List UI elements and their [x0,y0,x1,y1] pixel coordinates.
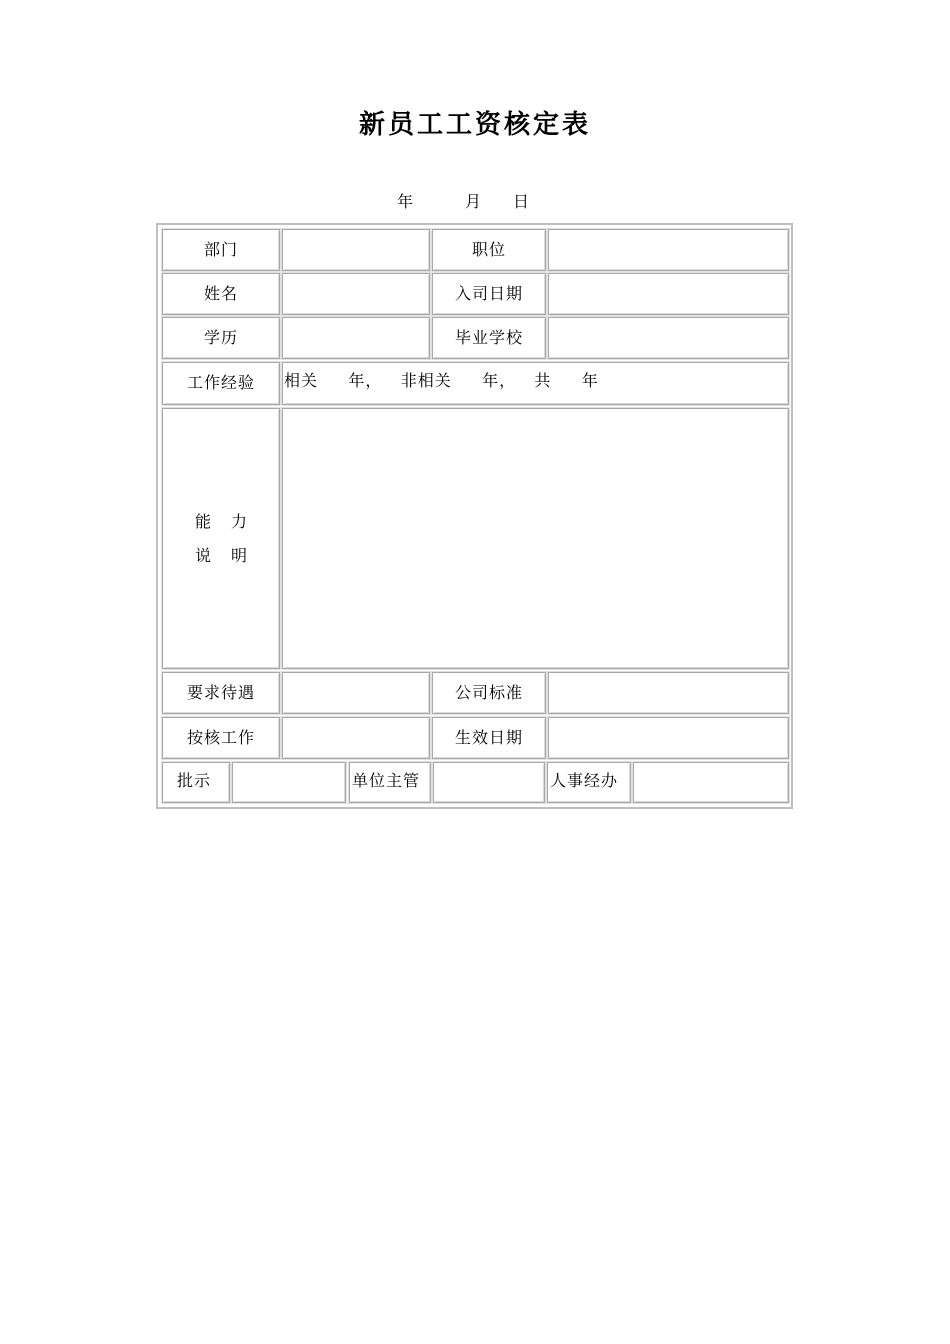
position-label: 职位 [432,229,546,271]
join-date-label: 入司日期 [432,273,546,315]
unit-supervisor-field[interactable] [433,762,545,803]
unit-supervisor-label: 单位主管 [349,762,431,803]
join-date-field[interactable] [548,273,789,315]
hr-office-label: 人事经办 [547,762,631,803]
work-experience-field[interactable]: 相关 年， 非相关 年， 共 年 [282,362,789,405]
requested-salary-field[interactable] [282,672,430,714]
education-label: 学历 [162,317,280,359]
ability-label [162,408,280,669]
department-label: 部门 [162,229,280,271]
department-field[interactable] [282,229,430,271]
approved-job-field[interactable] [282,717,430,759]
effective-date-label: 生效日期 [432,717,546,759]
name-label: 姓名 [162,273,280,315]
page-title: 新员工工资核定表 [358,110,591,140]
approval-label: 批示 [162,762,230,803]
approved-job-label: 按核工作 [162,717,280,759]
ability-description-field[interactable] [282,408,789,669]
company-standard-label: 公司标准 [432,672,546,714]
name-field[interactable] [282,273,430,315]
date-line [0,189,950,213]
school-label: 毕业学校 [432,317,546,359]
ability-label-line2: 说明 [194,545,267,565]
salary-form-table [156,223,793,809]
requested-salary-label: 要求待遇 [162,672,280,714]
date-month-label: 月 [465,192,482,211]
school-field[interactable] [548,317,789,359]
company-standard-field[interactable] [548,672,789,714]
approval-field[interactable] [232,762,346,803]
date-year-label: 年 [397,192,414,211]
date-day-label: 日 [513,192,530,211]
position-field[interactable] [548,229,789,271]
work-experience-label: 工作经验 [162,362,280,405]
hr-office-field[interactable] [633,762,789,803]
ability-label-line1: 能力 [194,511,267,531]
education-field[interactable] [282,317,430,359]
effective-date-field[interactable] [548,717,789,759]
